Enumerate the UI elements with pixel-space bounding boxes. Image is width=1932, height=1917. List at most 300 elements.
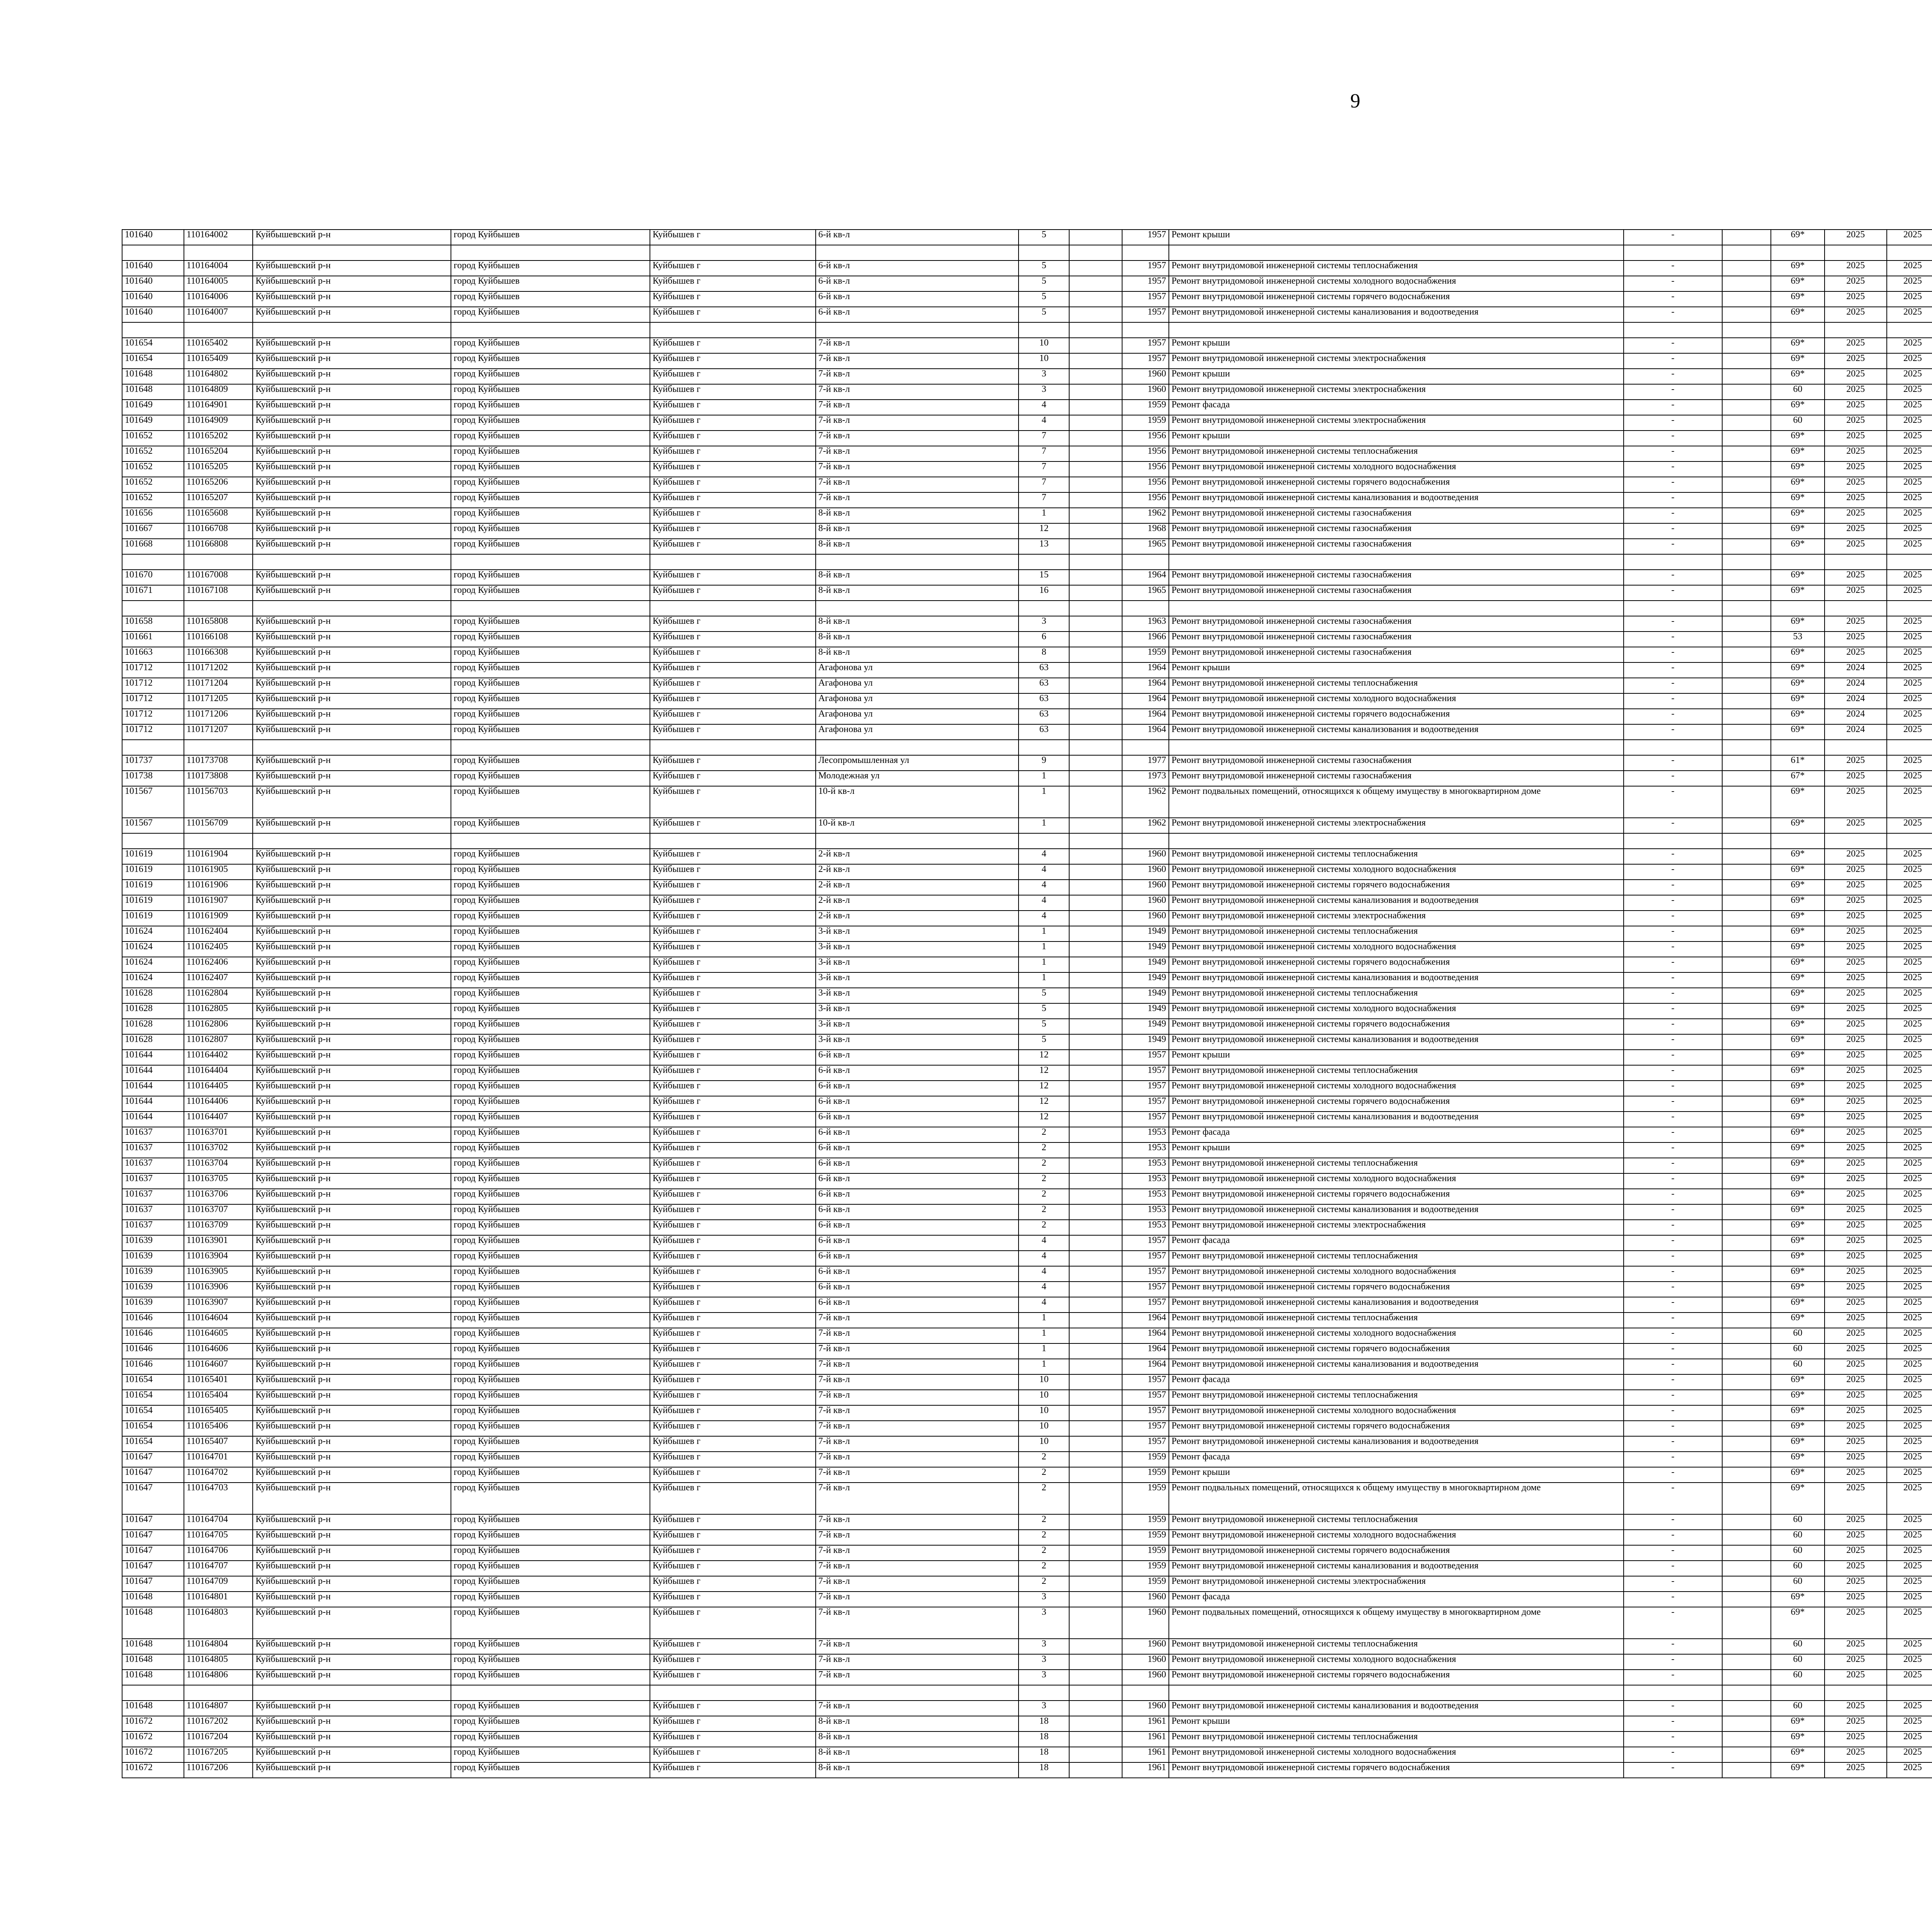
empty-cell	[650, 740, 816, 755]
work-code-cell: 110163704	[184, 1158, 253, 1173]
plan-year-end-cell: 2025	[1887, 662, 1932, 678]
municipality-cell: город Куйбышев	[451, 1065, 650, 1081]
wear-percent-cell: 60	[1771, 1654, 1825, 1670]
plan-year-start-cell: 2024	[1825, 662, 1887, 678]
settlement-cell: Куйбышев г	[650, 539, 816, 554]
table-row	[122, 1561, 1932, 1576]
settlement-cell: Куйбышев г	[650, 523, 816, 539]
empty-cell	[451, 833, 650, 849]
work-code-cell: 110164901	[184, 400, 253, 415]
empty-cell	[1771, 833, 1825, 849]
street-cell: 2-й кв-л	[816, 911, 1019, 926]
house-number-cell: 3	[1019, 1607, 1069, 1639]
work-type-cell: Ремонт внутридомовой инженерной системы электроснабжения	[1169, 353, 1624, 369]
table-row	[122, 957, 1932, 972]
district-cell: Куйбышевский р-н	[253, 1405, 451, 1421]
table-row	[122, 693, 1932, 709]
plan-year-end-cell: 2025	[1887, 570, 1932, 585]
street-cell: 6-й кв-л	[816, 291, 1019, 307]
dash-cell: -	[1624, 1220, 1722, 1235]
house-number-cell: 4	[1019, 415, 1069, 431]
table-row	[122, 431, 1932, 446]
wear-percent-cell: 69*	[1771, 786, 1825, 818]
empty-cell	[1722, 1266, 1771, 1282]
build-year-cell: 1959	[1122, 1576, 1169, 1592]
table-row	[122, 570, 1932, 585]
dash-cell: -	[1624, 880, 1722, 895]
settlement-cell: Куйбышев г	[650, 1607, 816, 1639]
dash-cell: -	[1624, 1313, 1722, 1328]
object-id-cell: 101639	[122, 1235, 184, 1251]
empty-cell	[1069, 1359, 1122, 1374]
house-number-cell: 12	[1019, 1050, 1069, 1065]
house-number-cell: 3	[1019, 1592, 1069, 1607]
municipality-cell: город Куйбышев	[451, 1467, 650, 1483]
build-year-cell: 1960	[1122, 864, 1169, 880]
build-year-cell: 1957	[1122, 260, 1169, 276]
empty-cell	[1069, 1436, 1122, 1452]
wear-percent-cell: 69*	[1771, 1282, 1825, 1297]
work-code-cell: 110164805	[184, 1654, 253, 1670]
object-id-cell: 101654	[122, 1436, 184, 1452]
empty-cell	[122, 740, 184, 755]
object-id-cell: 101652	[122, 477, 184, 492]
house-number-cell: 2	[1019, 1204, 1069, 1220]
table-row	[122, 1607, 1932, 1639]
wear-percent-cell: 60	[1771, 1576, 1825, 1592]
work-code-cell: 110164702	[184, 1467, 253, 1483]
empty-cell	[1169, 1685, 1624, 1701]
work-type-cell: Ремонт внутридомовой инженерной системы горячего водоснабжения	[1169, 1762, 1624, 1778]
spacer-row	[122, 554, 1932, 570]
object-id-cell: 101639	[122, 1282, 184, 1297]
empty-cell	[1722, 771, 1771, 786]
house-number-cell: 1	[1019, 771, 1069, 786]
dash-cell: -	[1624, 1452, 1722, 1467]
settlement-cell: Куйбышев г	[650, 1421, 816, 1436]
empty-cell	[1722, 1158, 1771, 1173]
work-code-cell: 110171207	[184, 724, 253, 740]
work-code-cell: 110165202	[184, 431, 253, 446]
municipality-cell: город Куйбышев	[451, 1592, 650, 1607]
municipality-cell: город Куйбышев	[451, 1545, 650, 1561]
work-code-cell: 110164007	[184, 307, 253, 322]
house-number-cell: 1	[1019, 1313, 1069, 1328]
plan-year-end-cell: 2025	[1887, 818, 1932, 833]
settlement-cell: Куйбышев г	[650, 662, 816, 678]
work-code-cell: 110167202	[184, 1716, 253, 1731]
empty-cell	[1722, 230, 1771, 245]
wear-percent-cell: 69*	[1771, 369, 1825, 384]
settlement-cell: Куйбышев г	[650, 1561, 816, 1576]
work-code-cell: 110165405	[184, 1405, 253, 1421]
street-cell: 7-й кв-л	[816, 1328, 1019, 1343]
district-cell: Куйбышевский р-н	[253, 1514, 451, 1530]
empty-cell	[1069, 1343, 1122, 1359]
plan-year-start-cell: 2025	[1825, 338, 1887, 353]
build-year-cell: 1949	[1122, 941, 1169, 957]
object-id-cell: 101639	[122, 1297, 184, 1313]
plan-year-end-cell: 2025	[1887, 369, 1932, 384]
dash-cell: -	[1624, 415, 1722, 431]
street-cell: 7-й кв-л	[816, 1467, 1019, 1483]
house-number-cell: 6	[1019, 632, 1069, 647]
empty-cell	[1069, 1390, 1122, 1405]
work-type-cell: Ремонт внутридомовой инженерной системы газоснабжения	[1169, 585, 1624, 601]
build-year-cell: 1964	[1122, 570, 1169, 585]
street-cell: 7-й кв-л	[816, 1545, 1019, 1561]
plan-year-end-cell: 2025	[1887, 585, 1932, 601]
settlement-cell: Куйбышев г	[650, 1374, 816, 1390]
street-cell: 6-й кв-л	[816, 276, 1019, 291]
work-code-cell: 110164402	[184, 1050, 253, 1065]
plan-year-start-cell: 2024	[1825, 724, 1887, 740]
table-row	[122, 1452, 1932, 1467]
build-year-cell: 1966	[1122, 632, 1169, 647]
municipality-cell: город Куйбышев	[451, 1034, 650, 1050]
settlement-cell: Куйбышев г	[650, 508, 816, 523]
wear-percent-cell: 69*	[1771, 1081, 1825, 1096]
house-number-cell: 12	[1019, 1065, 1069, 1081]
empty-cell	[1887, 322, 1932, 338]
table-row	[122, 1421, 1932, 1436]
wear-percent-cell: 69*	[1771, 1112, 1825, 1127]
street-cell: 10-й кв-л	[816, 818, 1019, 833]
dash-cell: -	[1624, 1514, 1722, 1530]
table-row	[122, 1592, 1932, 1607]
build-year-cell: 1960	[1122, 384, 1169, 400]
plan-year-end-cell: 2025	[1887, 1189, 1932, 1204]
plan-year-start-cell: 2025	[1825, 1716, 1887, 1731]
work-code-cell: 110164806	[184, 1670, 253, 1685]
dash-cell: -	[1624, 1189, 1722, 1204]
build-year-cell: 1977	[1122, 755, 1169, 771]
municipality-cell: город Куйбышев	[451, 957, 650, 972]
empty-cell	[1722, 724, 1771, 740]
settlement-cell: Куйбышев г	[650, 1670, 816, 1685]
district-cell: Куйбышевский р-н	[253, 1747, 451, 1762]
wear-percent-cell: 69*	[1771, 972, 1825, 988]
plan-year-start-cell: 2025	[1825, 771, 1887, 786]
build-year-cell: 1960	[1122, 369, 1169, 384]
wear-percent-cell: 69*	[1771, 1019, 1825, 1034]
empty-cell	[816, 833, 1019, 849]
work-code-cell: 110165407	[184, 1436, 253, 1452]
work-code-cell: 110161904	[184, 849, 253, 864]
wear-percent-cell: 69*	[1771, 1158, 1825, 1173]
wear-percent-cell: 69*	[1771, 911, 1825, 926]
empty-cell	[1069, 771, 1122, 786]
work-type-cell: Ремонт фасада	[1169, 1374, 1624, 1390]
table-row	[122, 415, 1932, 431]
district-cell: Куйбышевский р-н	[253, 1251, 451, 1266]
empty-cell	[1069, 1096, 1122, 1112]
work-type-cell: Ремонт крыши	[1169, 1467, 1624, 1483]
empty-cell	[1722, 1173, 1771, 1189]
table-row	[122, 1328, 1932, 1343]
empty-cell	[1722, 1003, 1771, 1019]
empty-cell	[1069, 446, 1122, 461]
build-year-cell: 1964	[1122, 662, 1169, 678]
dash-cell: -	[1624, 1405, 1722, 1421]
table-row	[122, 1530, 1932, 1545]
object-id-cell: 101654	[122, 338, 184, 353]
house-number-cell: 4	[1019, 864, 1069, 880]
house-number-cell: 4	[1019, 1266, 1069, 1282]
work-type-cell: Ремонт внутридомовой инженерной системы канализования и водоотведения	[1169, 1359, 1624, 1374]
house-number-cell: 5	[1019, 988, 1069, 1003]
empty-cell	[1722, 1282, 1771, 1297]
municipality-cell: город Куйбышев	[451, 1220, 650, 1235]
work-type-cell: Ремонт внутридомовой инженерной системы электроснабжения	[1169, 1220, 1624, 1235]
plan-year-start-cell: 2025	[1825, 1282, 1887, 1297]
municipality-cell: город Куйбышев	[451, 972, 650, 988]
table-row	[122, 1297, 1932, 1313]
house-number-cell: 18	[1019, 1731, 1069, 1747]
build-year-cell: 1959	[1122, 415, 1169, 431]
street-cell: Агафонова ул	[816, 709, 1019, 724]
plan-year-start-cell: 2025	[1825, 1452, 1887, 1467]
dash-cell: -	[1624, 353, 1722, 369]
house-number-cell: 1	[1019, 1343, 1069, 1359]
dash-cell: -	[1624, 492, 1722, 508]
settlement-cell: Куйбышев г	[650, 353, 816, 369]
table-row	[122, 1081, 1932, 1096]
house-number-cell: 18	[1019, 1762, 1069, 1778]
empty-cell	[816, 322, 1019, 338]
wear-percent-cell: 69*	[1771, 1374, 1825, 1390]
street-cell: Агафонова ул	[816, 693, 1019, 709]
empty-cell	[1069, 1050, 1122, 1065]
build-year-cell: 1953	[1122, 1158, 1169, 1173]
plan-year-start-cell: 2025	[1825, 1003, 1887, 1019]
municipality-cell: город Куйбышев	[451, 1096, 650, 1112]
district-cell: Куйбышевский р-н	[253, 1374, 451, 1390]
plan-year-start-cell: 2025	[1825, 1328, 1887, 1343]
object-id-cell: 101647	[122, 1561, 184, 1576]
work-code-cell: 110165808	[184, 616, 253, 632]
table-row	[122, 1654, 1932, 1670]
plan-year-start-cell: 2025	[1825, 1701, 1887, 1716]
wear-percent-cell: 69*	[1771, 941, 1825, 957]
empty-cell	[1069, 941, 1122, 957]
wear-percent-cell: 60	[1771, 1545, 1825, 1561]
settlement-cell: Куйбышев г	[650, 1297, 816, 1313]
plan-year-start-cell: 2025	[1825, 1762, 1887, 1778]
house-number-cell: 2	[1019, 1189, 1069, 1204]
district-cell: Куйбышевский р-н	[253, 1189, 451, 1204]
empty-cell	[1722, 632, 1771, 647]
plan-year-start-cell: 2025	[1825, 1313, 1887, 1328]
work-type-cell: Ремонт внутридомовой инженерной системы холодного водоснабжения	[1169, 1266, 1624, 1282]
plan-year-start-cell: 2025	[1825, 911, 1887, 926]
plan-year-start-cell: 2025	[1825, 508, 1887, 523]
empty-cell	[1069, 1483, 1122, 1514]
plan-year-start-cell: 2025	[1825, 400, 1887, 415]
settlement-cell: Куйбышев г	[650, 1173, 816, 1189]
wear-percent-cell: 69*	[1771, 539, 1825, 554]
municipality-cell: город Куйбышев	[451, 1282, 650, 1297]
house-number-cell: 2	[1019, 1220, 1069, 1235]
wear-percent-cell: 69*	[1771, 461, 1825, 477]
object-id-cell: 101648	[122, 369, 184, 384]
empty-cell	[1169, 554, 1624, 570]
empty-cell	[1825, 322, 1887, 338]
work-type-cell: Ремонт крыши	[1169, 431, 1624, 446]
empty-cell	[1722, 601, 1771, 616]
work-code-cell: 110171206	[184, 709, 253, 724]
district-cell: Куйбышевский р-н	[253, 1576, 451, 1592]
plan-year-end-cell: 2025	[1887, 1561, 1932, 1576]
wear-percent-cell: 60	[1771, 1343, 1825, 1359]
dash-cell: -	[1624, 1716, 1722, 1731]
dash-cell: -	[1624, 400, 1722, 415]
municipality-cell: город Куйбышев	[451, 1514, 650, 1530]
build-year-cell: 1964	[1122, 1343, 1169, 1359]
plan-year-end-cell: 2025	[1887, 1639, 1932, 1654]
work-code-cell: 110163709	[184, 1220, 253, 1235]
dash-cell: -	[1624, 446, 1722, 461]
municipality-cell: город Куйбышев	[451, 911, 650, 926]
district-cell: Куйбышевский р-н	[253, 570, 451, 585]
object-id-cell: 101712	[122, 724, 184, 740]
dash-cell: -	[1624, 1545, 1722, 1561]
municipality-cell: город Куйбышев	[451, 307, 650, 322]
wear-percent-cell: 69*	[1771, 1762, 1825, 1778]
empty-cell	[451, 740, 650, 755]
work-type-cell: Ремонт внутридомовой инженерной системы холодного водоснабжения	[1169, 693, 1624, 709]
build-year-cell: 1961	[1122, 1747, 1169, 1762]
work-type-cell: Ремонт внутридомовой инженерной системы канализования и водоотведения	[1169, 307, 1624, 322]
empty-cell	[1069, 260, 1122, 276]
street-cell: 2-й кв-л	[816, 864, 1019, 880]
plan-year-end-cell: 2025	[1887, 755, 1932, 771]
empty-cell	[1069, 570, 1122, 585]
municipality-cell: город Куйбышев	[451, 1483, 650, 1514]
work-type-cell: Ремонт внутридомовой инженерной системы теплоснабжения	[1169, 1158, 1624, 1173]
district-cell: Куйбышевский р-н	[253, 1328, 451, 1343]
empty-cell	[1722, 322, 1771, 338]
build-year-cell: 1949	[1122, 1003, 1169, 1019]
build-year-cell: 1962	[1122, 818, 1169, 833]
municipality-cell: город Куйбышев	[451, 1127, 650, 1142]
wear-percent-cell: 69*	[1771, 230, 1825, 245]
empty-cell	[253, 245, 451, 260]
street-cell: 8-й кв-л	[816, 1747, 1019, 1762]
plan-year-end-cell: 2025	[1887, 1359, 1932, 1374]
plan-year-end-cell: 2025	[1887, 1452, 1932, 1467]
district-cell: Куйбышевский р-н	[253, 1112, 451, 1127]
plan-year-end-cell: 2025	[1887, 1436, 1932, 1452]
district-cell: Куйбышевский р-н	[253, 446, 451, 461]
table-body	[122, 230, 1932, 1778]
plan-year-start-cell: 2025	[1825, 1467, 1887, 1483]
empty-cell	[1722, 1065, 1771, 1081]
settlement-cell: Куйбышев г	[650, 338, 816, 353]
municipality-cell: город Куйбышев	[451, 369, 650, 384]
object-id-cell: 101671	[122, 585, 184, 601]
municipality-cell: город Куйбышев	[451, 1343, 650, 1359]
empty-cell	[184, 1685, 253, 1701]
empty-cell	[1069, 539, 1122, 554]
work-type-cell: Ремонт внутридомовой инженерной системы холодного водоснабжения	[1169, 1173, 1624, 1189]
work-code-cell: 110164706	[184, 1545, 253, 1561]
district-cell: Куйбышевский р-н	[253, 539, 451, 554]
work-type-cell: Ремонт крыши	[1169, 1716, 1624, 1731]
build-year-cell: 1949	[1122, 957, 1169, 972]
empty-cell	[1722, 539, 1771, 554]
object-id-cell: 101637	[122, 1220, 184, 1235]
house-number-cell: 63	[1019, 709, 1069, 724]
work-code-cell: 110156709	[184, 818, 253, 833]
empty-cell	[1069, 338, 1122, 353]
district-cell: Куйбышевский р-н	[253, 1343, 451, 1359]
dash-cell: -	[1624, 1731, 1722, 1747]
empty-cell	[1122, 1685, 1169, 1701]
house-number-cell: 16	[1019, 585, 1069, 601]
work-code-cell: 110171202	[184, 662, 253, 678]
build-year-cell: 1960	[1122, 880, 1169, 895]
plan-year-end-cell: 2025	[1887, 1173, 1932, 1189]
plan-year-start-cell: 2025	[1825, 1343, 1887, 1359]
municipality-cell: город Куйбышев	[451, 1530, 650, 1545]
empty-cell	[650, 245, 816, 260]
empty-cell	[1069, 1452, 1122, 1467]
table-row	[122, 880, 1932, 895]
municipality-cell: город Куйбышев	[451, 585, 650, 601]
empty-cell	[122, 833, 184, 849]
work-type-cell: Ремонт внутридомовой инженерной системы газоснабжения	[1169, 539, 1624, 554]
street-cell: 6-й кв-л	[816, 1096, 1019, 1112]
house-number-cell: 3	[1019, 1654, 1069, 1670]
work-type-cell: Ремонт внутридомовой инженерной системы горячего водоснабжения	[1169, 1096, 1624, 1112]
work-type-cell: Ремонт внутридомовой инженерной системы теплоснабжения	[1169, 446, 1624, 461]
district-cell: Куйбышевский р-н	[253, 1127, 451, 1142]
table-row	[122, 1639, 1932, 1654]
work-code-cell: 110167008	[184, 570, 253, 585]
street-cell: 6-й кв-л	[816, 1127, 1019, 1142]
dash-cell: -	[1624, 849, 1722, 864]
empty-cell	[1069, 1607, 1122, 1639]
empty-cell	[1069, 1374, 1122, 1390]
wear-percent-cell: 69*	[1771, 260, 1825, 276]
work-code-cell: 110165207	[184, 492, 253, 508]
work-code-cell: 110165205	[184, 461, 253, 477]
work-type-cell: Ремонт внутридомовой инженерной системы теплоснабжения	[1169, 1065, 1624, 1081]
plan-year-end-cell: 2025	[1887, 1670, 1932, 1685]
empty-cell	[1722, 957, 1771, 972]
plan-year-end-cell: 2025	[1887, 291, 1932, 307]
settlement-cell: Куйбышев г	[650, 1127, 816, 1142]
district-cell: Куйбышевский р-н	[253, 585, 451, 601]
plan-year-start-cell: 2025	[1825, 1421, 1887, 1436]
work-type-cell: Ремонт внутридомовой инженерной системы газоснабжения	[1169, 771, 1624, 786]
empty-cell	[1019, 245, 1069, 260]
build-year-cell: 1964	[1122, 709, 1169, 724]
empty-cell	[1624, 740, 1722, 755]
house-number-cell: 7	[1019, 461, 1069, 477]
plan-year-end-cell: 2025	[1887, 1065, 1932, 1081]
empty-cell	[122, 1685, 184, 1701]
plan-year-start-cell: 2025	[1825, 1576, 1887, 1592]
settlement-cell: Куйбышев г	[650, 1639, 816, 1654]
object-id-cell: 101644	[122, 1065, 184, 1081]
object-id-cell: 101667	[122, 523, 184, 539]
municipality-cell: город Куйбышев	[451, 338, 650, 353]
table-row	[122, 1158, 1932, 1173]
empty-cell	[1069, 1173, 1122, 1189]
table-row	[122, 647, 1932, 662]
